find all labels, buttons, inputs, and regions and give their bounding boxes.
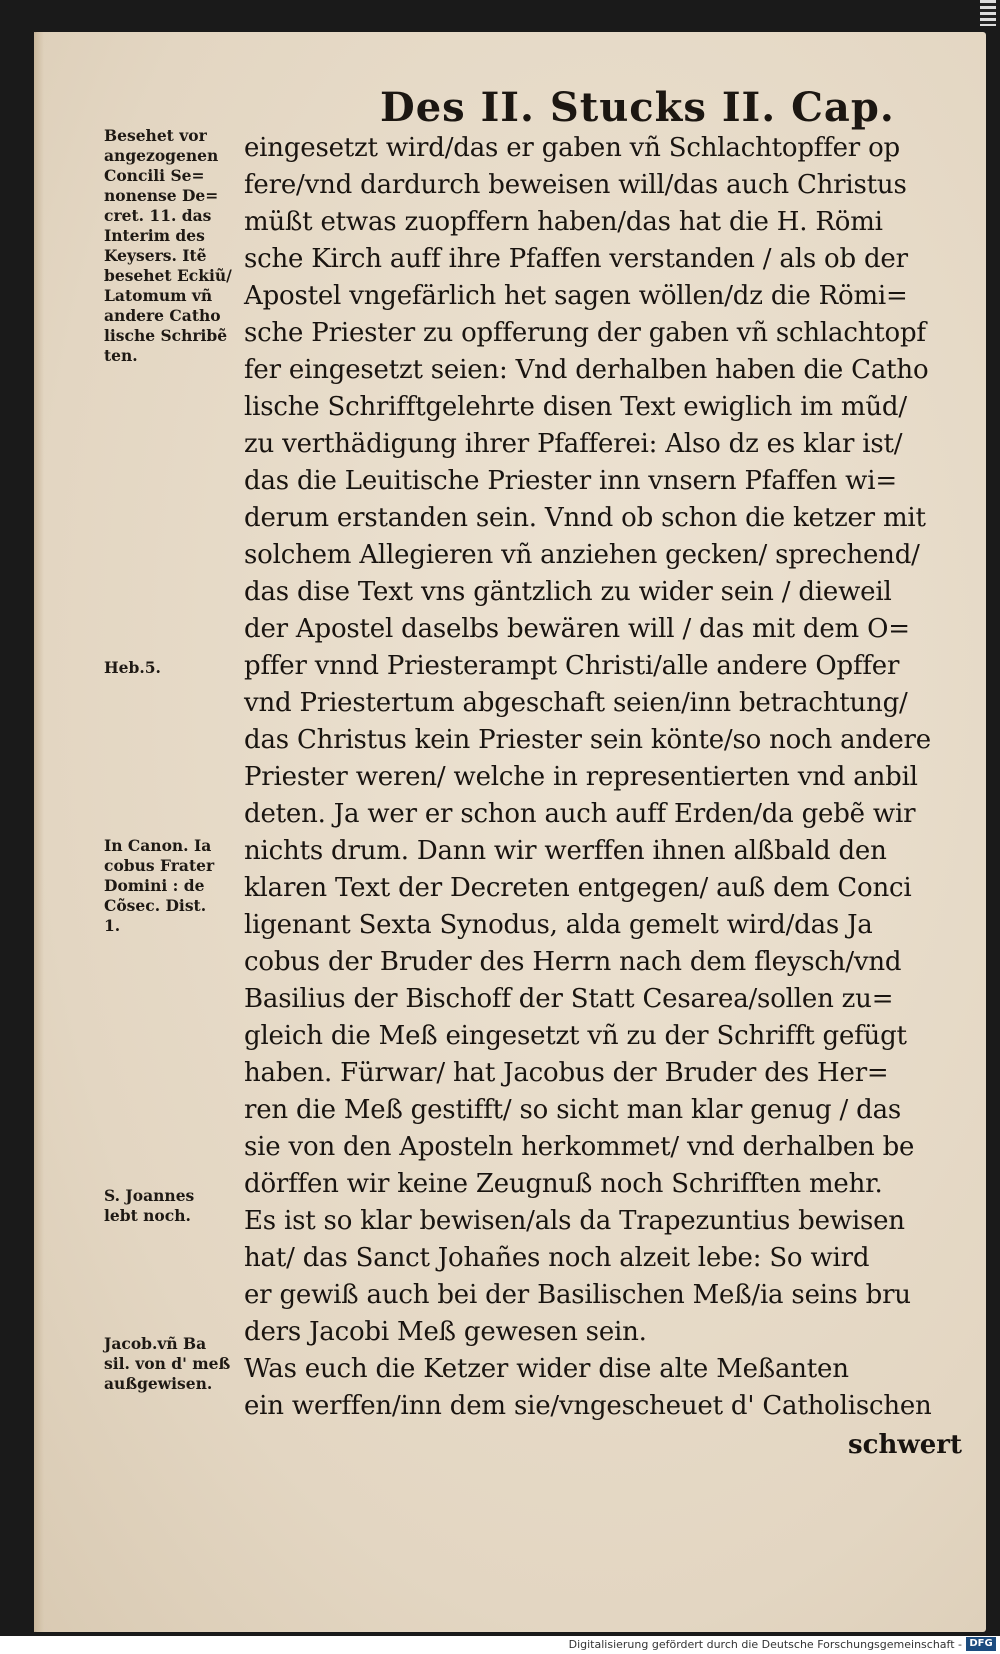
margin-note-line: Jacob.vñ Ba [104,1334,207,1353]
margin-note-line: In Canon. Ia [104,836,212,855]
dfg-logo[interactable]: DFG [966,1637,996,1651]
text-line: dörffen wir keine Zeugnuß noch Schrifften mehr. [244,1169,883,1199]
margin-note-line: lebt noch. [104,1206,191,1225]
text-line: solchem Allegieren vñ anziehen gecken/ sprechend/ [244,540,920,570]
margin-note-line: nonense De= [104,186,219,205]
margin-note-line: angezogenen [104,146,219,165]
text-line: Apostel vngefärlich het sagen wöllen/dz die Römi= [244,281,908,311]
text-line: das dise Text vns gäntzlich zu wider sein / dieweil [244,577,892,607]
margin-note-line: cret. 11. das [104,206,212,225]
text-line: er gewiß auch bei der Basilischen Meß/ia seins bru [244,1280,911,1310]
text-line: ein werffen/inn dem sie/vngescheuet d' Catholischen [244,1391,932,1421]
margin-note-line: andere Catho [104,306,221,325]
footer-credit: Digitalisierung gefördert durch die Deutsche Forschungsgemeinschaft - [568,1638,962,1651]
margin-note-line: lische Schribẽ [104,326,228,345]
margin-note-line: S. Joannes [104,1186,195,1205]
text-line: klaren Text der Decreten entgegen/ auß dem Conci [244,873,912,903]
text-line: sie von den Aposteln herkommet/ vnd derhalben be [244,1132,915,1162]
text-line: lische Schrifftgelehrte disen Text ewiglich im mũd/ [244,392,907,422]
body-text [244,130,964,1425]
text-line: gleich die Meß eingesetzt vñ zu der Schrifft gefügt [244,1021,907,1051]
margin-note-line: Concili Se= [104,166,205,185]
text-line: das die Leuitische Priester inn vnsern Pfaffen wi= [244,466,897,496]
margin-note-line: außgewisen. [104,1374,213,1393]
margin-note-5 [104,1334,244,1394]
text-line: haben. Fürwar/ hat Jacobus der Bruder des Her= [244,1058,889,1088]
text-line: fere/vnd dardurch beweisen will/das auch Christus [244,170,907,200]
margin-note-line: Latomum vñ [104,286,213,305]
text-line: müßt etwas zuopffern haben/das hat die H. Römi [244,207,883,237]
margin-note-line: Heb.5. [104,658,161,677]
margin-note-line: 1. [104,916,121,935]
text-line: Was euch die Ketzer wider dise alte Meßanten [244,1354,849,1384]
text-line: ren die Meß gestifft/ so sicht man klar genug / das [244,1095,902,1125]
margin-note-2 [104,658,244,678]
text-line: Basilius der Bischoff der Statt Cesarea/sollen zu= [244,984,894,1014]
margin-note-line: ten. [104,346,138,365]
text-line: sche Kirch auff ihre Pfaffen verstanden / als ob der [244,244,908,274]
margin-note-4 [104,1186,244,1226]
text-line: zu verthädigung ihrer Pfafferei: Also dz es klar ist/ [244,429,903,459]
text-line: ders Jacobi Meß gewesen sein. [244,1317,647,1347]
running-head: Des II. Stucks II. Cap. [380,84,895,131]
page-gutter-shadow [34,32,44,1632]
text-line: der Apostel daselbs bewären will / das mit dem O= [244,614,910,644]
text-line: cobus der Bruder des Herrn nach dem fleysch/vnd [244,947,902,977]
margin-note-line: Domini : de [104,876,205,895]
margin-note-line: Cõsec. Dist. [104,896,207,915]
text-line: Priester weren/ welche in representierten vnd anbil [244,762,918,792]
text-line: Es ist so klar bewisen/als da Trapezuntius bewisen [244,1206,905,1236]
text-line: deten. Ja wer er schon auch auff Erden/da gebẽ wir [244,799,916,829]
text-line: hat/ das Sanct Johañes noch alzeit lebe: So wird [244,1243,870,1273]
margin-note-line: besehet Eckiũ/ [104,266,232,285]
margin-note-line: Interim des [104,226,205,245]
text-line: fer eingesetzt seien: Vnd derhalben haben die Catho [244,355,929,385]
margin-note-1 [104,126,244,366]
text-line: vnd Priestertum abgeschaft seien/inn betrachtung/ [244,688,908,718]
margin-note-line: sil. von d' meß [104,1354,231,1373]
text-line: derum erstanden sein. Vnnd ob schon die ketzer mit [244,503,926,533]
margin-note-3 [104,836,244,936]
text-line: sche Priester zu opfferung der gaben vñ schlachtopf [244,318,926,348]
text-line: eingesetzt wird/das er gaben vñ Schlachtopffer op [244,133,900,163]
margin-note-line: Besehet vor [104,126,207,145]
catchword: schwert [848,1430,963,1460]
text-line: das Christus kein Priester sein könte/so noch andere [244,725,931,755]
text-line: nichts drum. Dann wir werffen ihnen alßbald den [244,836,887,866]
margin-note-line: Keysers. Itẽ [104,246,207,265]
text-line: ligenant Sexta Synodus, alda gemelt wird/das Ja [244,910,873,940]
text-line: pffer vnnd Priesterampt Christi/alle andere Opffer [244,651,900,681]
scan-color-strip [980,0,996,26]
margin-note-line: cobus Frater [104,856,215,875]
